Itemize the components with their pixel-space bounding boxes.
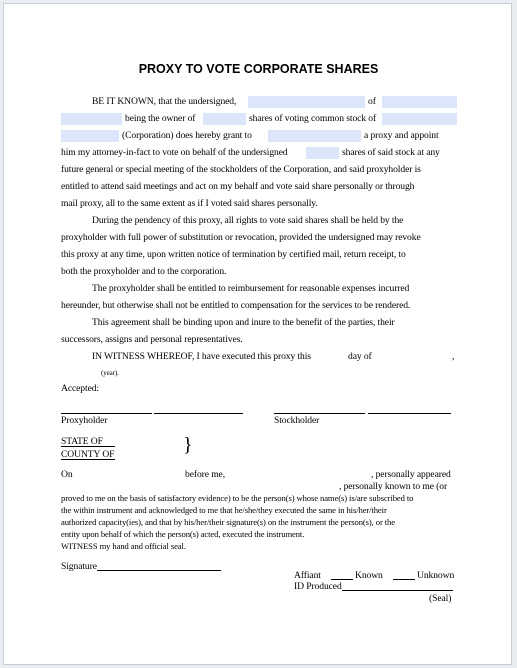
notary-line-5: WITNESS my hand and official seal. [61, 541, 186, 551]
id-produced-line[interactable] [342, 590, 453, 591]
notary-on-label: On [61, 469, 73, 480]
intro-line-4b: shares of said stock at any [342, 147, 440, 158]
proxyholder-date-line[interactable] [154, 413, 243, 414]
proxyholder-label: Proxyholder [61, 415, 108, 426]
para2-line-2: proxyholder with full power of substitution or revocation, provided the undersigned may revoke [61, 232, 421, 243]
signature-label: Signature [61, 561, 97, 572]
witness-comma: , [452, 351, 455, 362]
year-label: (year). [101, 369, 119, 377]
intro-line-4a: him my attorney-in-fact to vote on behalf of the undersigned [61, 147, 288, 158]
proxy-appoint-text: a proxy and appoint [364, 130, 439, 141]
corporation-name-field[interactable] [382, 113, 457, 125]
day-of-text: day of [348, 351, 372, 362]
seal-label: (Seal) [429, 593, 452, 604]
being-owner-text: being the owner of [125, 113, 196, 124]
unknown-label: Unknown [417, 570, 455, 581]
para4-line-2: successors, assigns and personal representatives. [61, 334, 243, 345]
stockholder-label: Stockholder [274, 415, 320, 426]
accepted-label: Accepted: [61, 383, 99, 394]
notary-line-1: proved to me on the basis of satisfactory evidence) to be the person(s) whose name(s) is/are subscribed to [61, 493, 414, 503]
document-title: PROXY TO VOTE CORPORATE SHARES [138, 62, 379, 76]
corporation-blank-field[interactable] [61, 130, 119, 142]
shares-of-text: shares of voting common stock of [249, 113, 377, 124]
unknown-line[interactable] [393, 579, 415, 580]
personally-appeared-text: , personally appeared [371, 469, 451, 480]
document-page [3, 3, 512, 665]
witness-text: IN WITNESS WHEREOF, I have executed this proxy this [92, 351, 311, 362]
notary-line-3: authorized capacity(ies), and that by his/her/their signature(s) on the instrument the person(s), or the [61, 517, 395, 527]
shares-count-field[interactable] [203, 113, 246, 125]
of-text: of [368, 96, 376, 107]
county-of-label: COUNTY OF [61, 449, 115, 460]
known-line[interactable] [331, 579, 353, 580]
owner-blank-field[interactable] [61, 113, 122, 125]
before-me-label: before me, [185, 469, 226, 480]
stockholder-signature-line[interactable] [274, 413, 365, 414]
venue-brace: } [183, 434, 193, 456]
stockholder-date-line[interactable] [368, 413, 451, 414]
notary-line-4: entity upon behalf of which the person(s) acted, executed the instrument. [61, 529, 305, 539]
para4-line-1: This agreement shall be binding upon and inure to the benefit of the parties, their [92, 317, 395, 328]
personally-known-text: , personally known to me (or [339, 481, 448, 492]
para3-line-2: hereunder, but otherwise shall not be entitled to compensation for the services to be rendered. [61, 300, 411, 311]
intro-line-5: future general or special meeting of the stockholders of the Corporation, and said proxyholder is [61, 164, 421, 175]
undersigned-address-field[interactable] [382, 96, 457, 108]
state-line[interactable] [61, 446, 115, 447]
known-label: Known [355, 570, 383, 581]
be-it-known-text: BE IT KNOWN, that the undersigned, [92, 96, 237, 107]
intro-line-6: entitled to attend said meetings and act on my behalf and vote said share personally or through [61, 181, 415, 192]
notary-signature-line[interactable] [97, 570, 221, 571]
proxyholder-signature-line[interactable] [61, 413, 152, 414]
id-produced-label: ID Produced [294, 581, 342, 592]
proxyholder-name-field[interactable] [268, 130, 361, 142]
intro-line-7: mail proxy, all to the same extent as if I voted said shares personally. [61, 198, 318, 209]
corporation-grant-text: (Corporation) does hereby grant to [122, 130, 252, 141]
state-of-label: STATE OF [61, 436, 103, 447]
para3-line-1: The proxyholder shall be entitled to reimbursement for reasonable expenses incurred [92, 283, 410, 294]
county-line[interactable] [61, 459, 115, 460]
undersigned-name-field[interactable] [248, 96, 365, 108]
para2-line-3: this proxy at any time, upon written notice of termination by certified mail, return receipt, to [61, 249, 406, 260]
notary-line-2: the within instrument and acknowledged to me that he/she/they executed the same in his/her/their [61, 505, 387, 515]
para2-line-1: During the pendency of this proxy, all rights to vote said shares shall be held by the [92, 215, 404, 226]
para2-line-4: both the proxyholder and to the corporation. [61, 266, 227, 277]
affiant-label: Affiant [294, 570, 321, 581]
vote-shares-field[interactable] [306, 147, 339, 159]
